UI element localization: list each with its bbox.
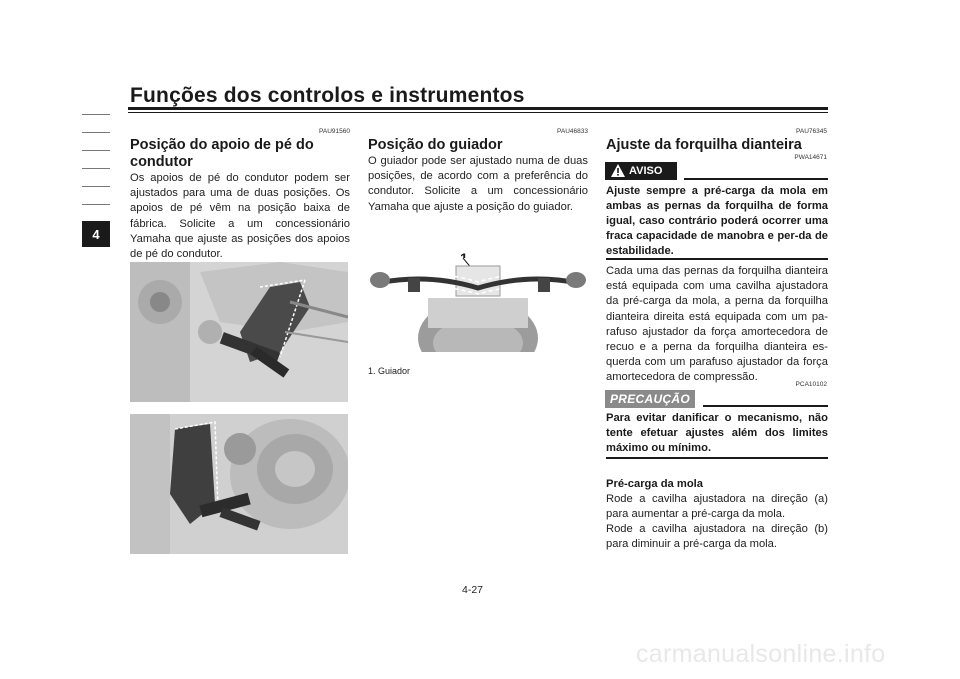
caution-end-rule bbox=[606, 457, 828, 459]
warning-label: AVISO bbox=[629, 165, 663, 177]
chapter-index-lines bbox=[82, 114, 110, 222]
section-heading-handlebar: Posição do guiador bbox=[368, 137, 503, 153]
caution-text: Para evitar danificar o mecanismo, não tente efetuar ajustes além dos limites máximo ou mínimo. bbox=[606, 412, 828, 454]
footrest-photo-low bbox=[130, 414, 348, 554]
caution-rule bbox=[703, 405, 828, 407]
chapter-tab: 4 bbox=[82, 221, 110, 247]
watermark: carmanualsonline.info bbox=[636, 640, 886, 668]
footrest-photo-high bbox=[130, 262, 348, 402]
handlebar-caption: 1. Guiador bbox=[368, 366, 411, 376]
caution-code: PCA10102 bbox=[795, 381, 827, 388]
preload-text-increase: Rode a cavilha ajustadora na direção (a) para aumentar a pré-carga da mola. bbox=[606, 493, 828, 521]
header-rule bbox=[128, 107, 828, 110]
warning-text: Ajuste sempre a pré-carga da mola em ambas as pernas da forquilha de forma igual, caso contrário poderá ocorrer uma fraca capacidade de manobra e per-da de estabilidade. bbox=[606, 185, 828, 257]
section-code: PAU46833 bbox=[557, 128, 588, 135]
section-heading-footrest: Posição do apoio de pé do condutor bbox=[130, 137, 314, 170]
header-rule-thin bbox=[128, 112, 828, 113]
warning-rule bbox=[684, 178, 828, 180]
section-code: PAU91560 bbox=[319, 128, 350, 135]
warning-badge bbox=[605, 162, 677, 180]
section-heading-fork: Ajuste da forquilha dianteira bbox=[606, 137, 802, 153]
preload-text-decrease: Rode a cavilha ajustadora na direção (b) para diminuir a pré-carga da mola. bbox=[606, 523, 828, 551]
caution-badge: PRECAUÇÃO bbox=[605, 390, 695, 408]
handlebar-body-text: O guiador pode ser ajustado numa de duas posições, de acordo com a preferência do condutor. Solicite a um concessionário Yamaha que ajuste a posição do guiador. bbox=[368, 155, 588, 213]
warning-end-rule bbox=[606, 258, 828, 260]
sub-heading-preload: Pré-carga da mola bbox=[606, 478, 704, 490]
warning-icon bbox=[611, 164, 625, 177]
footrest-body-text: Os apoios de pé do condutor podem ser ajustados para uma de duas posições. Os apoios de pé vêm na posição baixa de fábrica. Solicite a um concessionário Yamaha que ajuste as posições dos apoios de pé do condutor. bbox=[130, 172, 350, 261]
fork-body-text: Cada uma das pernas da forquilha dianteira está equipada com uma cavilha ajustadora da pré-carga da mola, a perna da forquilha dianteira direita está equipada com um pa-rafuso ajustador da força amortecedora de recuo e a perna da forquilha dianteira es-querda com um parafuso ajustador da força amortecedora de compressão. bbox=[606, 265, 828, 384]
handlebar-photo bbox=[368, 258, 588, 352]
section-code: PAU76345 bbox=[796, 128, 827, 135]
page-number: 4-27 bbox=[462, 584, 484, 596]
warning-code: PWA14671 bbox=[794, 154, 827, 161]
page-title: Funções dos controlos e instrumentos bbox=[130, 84, 525, 107]
